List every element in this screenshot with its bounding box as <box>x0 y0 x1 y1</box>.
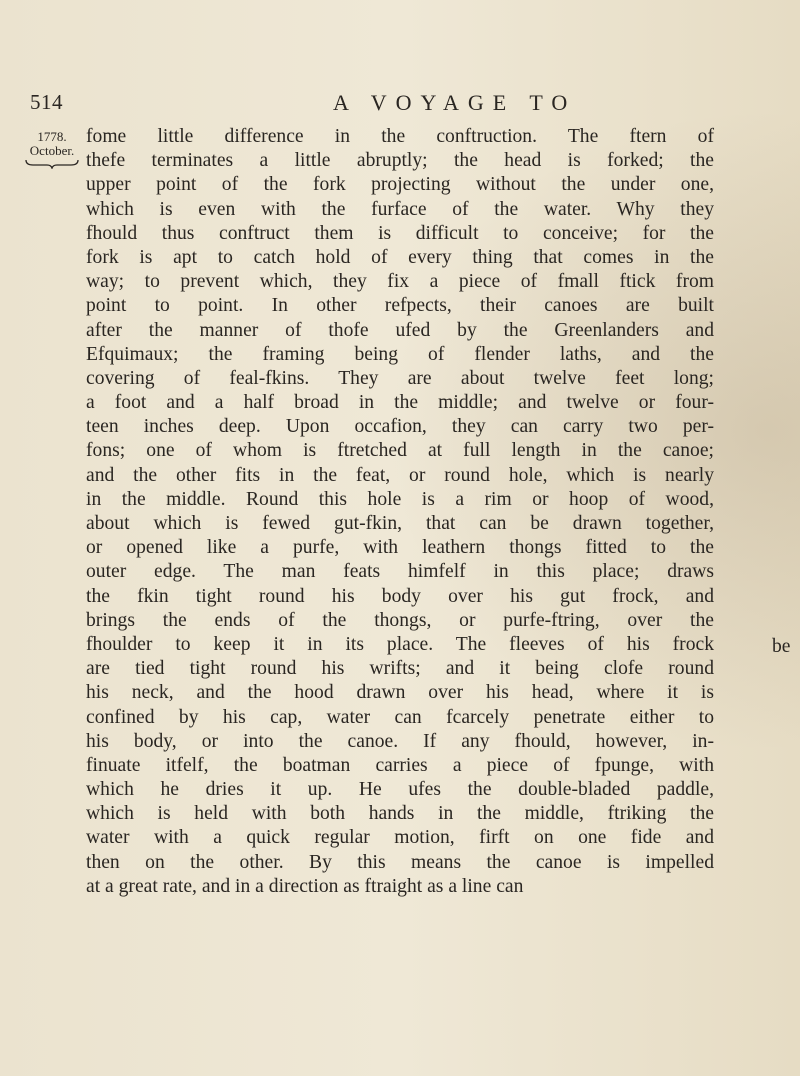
margin-note <box>24 130 80 169</box>
text-line: at a great rate, and in a direction as ftraight as a line can <box>86 875 524 897</box>
text-line: fork is apt to catch hold of every thing that comes in the <box>86 246 714 268</box>
text-line: which he dries it up. He ufes the double-bladed paddle, <box>86 779 714 801</box>
body-text <box>86 125 714 899</box>
text-line: a foot and a half broad in the middle; and twelve or four- <box>86 392 714 414</box>
text-line: teen inches deep. Upon occafion, they can carry two per- <box>86 416 714 438</box>
margin-year: 1778. <box>37 129 67 144</box>
text-line: brings the ends of the thongs, or purfe-ftring, over the <box>86 609 714 631</box>
text-line: thefe terminates a little abruptly; the head is forked; the <box>86 150 714 172</box>
text-line: or opened like a purfe, with leathern thongs fitted to the <box>86 537 714 559</box>
catchword: be <box>772 636 791 657</box>
page-header <box>0 90 800 120</box>
text-line: after the manner of thofe ufed by the Greenlanders and <box>86 319 714 341</box>
text-line: point to point. In other refpects, their canoes are built <box>86 295 714 317</box>
text-line: in the middle. Round this hole is a rim or hoop of wood, <box>86 488 714 510</box>
text-line: fons; one of whom is ftretched at full length in the canoe; <box>86 440 714 462</box>
text-line: then on the other. By this means the canoe is impelled <box>86 851 714 873</box>
text-line: which is even with the furface of the water. Why they <box>86 198 714 220</box>
text-line: way; to prevent which, they fix a piece of fmall ftick from <box>86 271 714 293</box>
running-title: A VOYAGE TO <box>333 90 577 115</box>
text-line: finuate itfelf, the boatman carries a piece of fpunge, with <box>86 754 714 776</box>
text-line: fhoulder to keep it in its place. The fleeves of his frock <box>86 633 714 655</box>
text-line: covering of feal-fkins. They are about twelve feet long; <box>86 367 714 389</box>
text-line: the fkin tight round his body over his gut frock, and <box>86 585 714 607</box>
page-number: 514 <box>30 90 63 114</box>
text-line: which is held with both hands in the middle, ftriking the <box>86 803 714 825</box>
text-line: about which is fewed gut-fkin, that can be drawn together, <box>86 513 714 534</box>
text-line: Efquimaux; the framing being of flender laths, and the <box>86 343 714 365</box>
text-line: upper point of the fork projecting without the under one, <box>86 174 714 196</box>
text-line: fome little difference in the conftruction. The ftern of <box>86 126 714 147</box>
text-line: his body, or into the canoe. If any fhould, however, in- <box>86 730 714 752</box>
text-line: water with a quick regular motion, firft on one fide and <box>86 827 714 849</box>
text-line: fhould thus conftruct them is difficult to conceive; for the <box>86 222 714 244</box>
text-line: and the other fits in the feat, or round hole, which is nearly <box>86 464 714 486</box>
margin-month: October. <box>29 143 75 158</box>
text-line: his neck, and the hood drawn over his head, where it is <box>86 682 714 704</box>
text-line: confined by his cap, water can fcarcely penetrate either to <box>86 706 714 728</box>
text-line: are tied tight round his wrifts; and it being clofe round <box>86 658 714 680</box>
brace-ornament <box>25 159 79 169</box>
text-line: outer edge. The man feats himfelf in this place; draws <box>86 561 714 583</box>
